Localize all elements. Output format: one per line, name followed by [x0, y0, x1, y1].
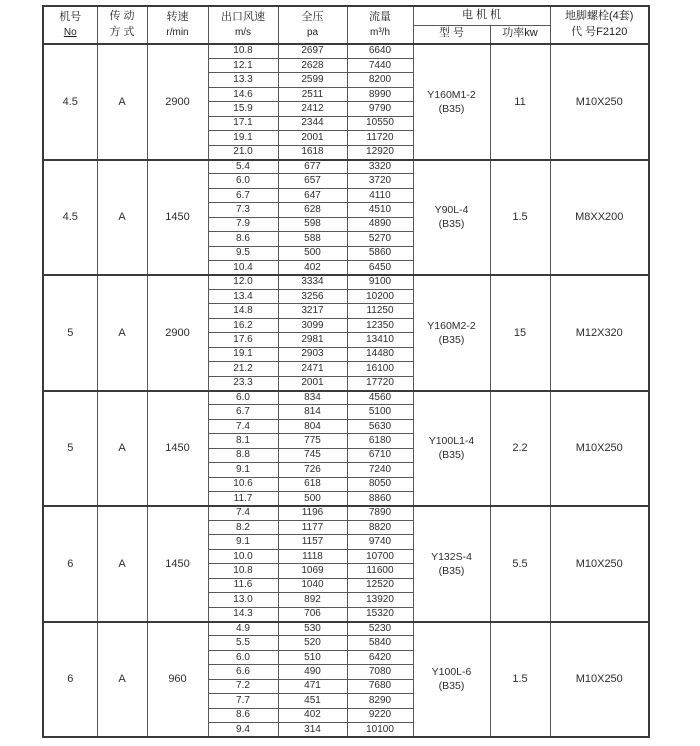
outlet-velocity-cell: 19.1	[208, 347, 278, 361]
motor-frame-text: (B35)	[438, 102, 465, 115]
outlet-velocity-cell: 6.7	[208, 188, 278, 202]
flow-cell: 7240	[347, 463, 413, 477]
pressure-cell: 814	[278, 405, 347, 419]
flow-cell: 12350	[347, 318, 413, 332]
motor-power-cell: 11	[490, 44, 550, 160]
header-anchor-bolt	[550, 6, 649, 44]
outlet-velocity-cell: 15.9	[208, 102, 278, 116]
table-row	[43, 391, 649, 405]
pressure-cell: 657	[278, 174, 347, 188]
flow-cell: 9100	[347, 275, 413, 289]
header-total-pressure-cn: 全压	[301, 10, 324, 23]
motor-model-text: Y100L1-4	[428, 435, 475, 448]
motor-model-text: Y160M2-2	[427, 319, 476, 332]
outlet-velocity-cell: 4.9	[208, 622, 278, 636]
flow-cell: 7440	[347, 58, 413, 72]
outlet-velocity-cell: 13.4	[208, 289, 278, 303]
pressure-cell: 2344	[278, 116, 347, 130]
pressure-cell: 1618	[278, 145, 347, 159]
flow-cell: 5270	[347, 232, 413, 246]
motor-frame-text: (B35)	[438, 449, 465, 462]
table-row	[43, 44, 649, 58]
outlet-velocity-cell: 10.6	[208, 477, 278, 491]
table-row	[43, 506, 649, 520]
motor-frame-text: (B35)	[438, 564, 465, 577]
motor-power-cell: 2.2	[490, 391, 550, 507]
pressure-cell: 892	[278, 593, 347, 607]
drive-mode-cell: A	[97, 44, 147, 160]
outlet-velocity-cell: 10.4	[208, 261, 278, 275]
outlet-velocity-cell: 7.7	[208, 694, 278, 708]
pressure-cell: 588	[278, 232, 347, 246]
outlet-velocity-cell: 21.0	[208, 145, 278, 159]
outlet-velocity-cell: 6.6	[208, 665, 278, 679]
pressure-cell: 314	[278, 723, 347, 737]
motor-power-cell: 1.5	[490, 622, 550, 738]
machine-no-cell: 5	[43, 275, 97, 391]
flow-cell: 11600	[347, 564, 413, 578]
outlet-velocity-cell: 14.6	[208, 87, 278, 101]
outlet-velocity-cell: 16.2	[208, 318, 278, 332]
header-total-pressure	[278, 6, 347, 44]
drive-mode-cell: A	[97, 275, 147, 391]
pressure-cell: 2599	[278, 73, 347, 87]
outlet-velocity-cell: 7.3	[208, 203, 278, 217]
flow-cell: 16100	[347, 362, 413, 376]
outlet-velocity-cell: 11.7	[208, 492, 278, 506]
outlet-velocity-cell: 19.1	[208, 131, 278, 145]
motor-model-text: Y132S-4	[431, 550, 472, 563]
flow-cell: 6180	[347, 434, 413, 448]
motor-power-cell: 1.5	[490, 160, 550, 276]
machine-no-cell: 6	[43, 622, 97, 738]
pressure-cell: 2981	[278, 333, 347, 347]
anchor-bolt-cell: M10X250	[550, 622, 649, 738]
pressure-cell: 618	[278, 477, 347, 491]
pressure-cell: 490	[278, 665, 347, 679]
pressure-cell: 402	[278, 261, 347, 275]
anchor-bolt-cell: M10X250	[550, 44, 649, 160]
outlet-velocity-cell: 7.9	[208, 217, 278, 231]
motor-frame-text: (B35)	[438, 218, 465, 231]
speed-cell: 2900	[147, 44, 208, 160]
outlet-velocity-cell: 6.7	[208, 405, 278, 419]
drive-mode-cell: A	[97, 506, 147, 622]
pressure-cell: 500	[278, 492, 347, 506]
drive-mode-cell: A	[97, 160, 147, 276]
flow-cell: 5860	[347, 246, 413, 260]
flow-cell: 6710	[347, 448, 413, 462]
pressure-cell: 1157	[278, 535, 347, 549]
anchor-bolt-cell: M8XX200	[550, 160, 649, 276]
flow-cell: 17720	[347, 376, 413, 390]
motor-frame-text: (B35)	[438, 333, 465, 346]
pressure-cell: 726	[278, 463, 347, 477]
header-speed	[147, 6, 208, 44]
speed-cell: 960	[147, 622, 208, 738]
header-motor-power: 功率kw	[490, 25, 550, 44]
pressure-cell: 3256	[278, 289, 347, 303]
pressure-cell: 598	[278, 217, 347, 231]
flow-cell: 4110	[347, 188, 413, 202]
machine-no-cell: 6	[43, 506, 97, 622]
outlet-velocity-cell: 9.5	[208, 246, 278, 260]
outlet-velocity-cell: 8.2	[208, 520, 278, 534]
pressure-cell: 1177	[278, 520, 347, 534]
header-flow	[347, 6, 413, 44]
pressure-cell: 1040	[278, 578, 347, 592]
flow-cell: 13920	[347, 593, 413, 607]
flow-cell: 10700	[347, 549, 413, 563]
flow-cell: 14480	[347, 347, 413, 361]
header-outlet-velocity	[208, 6, 278, 44]
header-machine-no	[43, 6, 97, 44]
flow-cell: 13410	[347, 333, 413, 347]
flow-cell: 6420	[347, 650, 413, 664]
outlet-velocity-cell: 6.0	[208, 174, 278, 188]
outlet-velocity-cell: 8.6	[208, 708, 278, 722]
outlet-velocity-cell: 14.3	[208, 607, 278, 621]
outlet-velocity-cell: 7.4	[208, 419, 278, 433]
flow-cell: 7080	[347, 665, 413, 679]
header-total-pressure-unit: pa	[306, 26, 319, 38]
pressure-cell: 2412	[278, 102, 347, 116]
outlet-velocity-cell: 10.0	[208, 549, 278, 563]
flow-cell: 4560	[347, 391, 413, 405]
outlet-velocity-cell: 10.8	[208, 564, 278, 578]
header-drive	[97, 6, 147, 44]
header-motor-group: 电 机 机	[413, 6, 550, 25]
table-header	[43, 6, 649, 44]
pressure-cell: 530	[278, 622, 347, 636]
flow-cell: 15320	[347, 607, 413, 621]
flow-cell: 3720	[347, 174, 413, 188]
pressure-cell: 2628	[278, 58, 347, 72]
header-drive-line2: 方 式	[109, 26, 135, 38]
outlet-velocity-cell: 9.1	[208, 463, 278, 477]
flow-cell: 12920	[347, 145, 413, 159]
outlet-velocity-cell: 9.1	[208, 535, 278, 549]
pressure-cell: 745	[278, 448, 347, 462]
flow-cell: 4510	[347, 203, 413, 217]
flow-cell: 5840	[347, 636, 413, 650]
outlet-velocity-cell: 17.6	[208, 333, 278, 347]
outlet-velocity-cell: 23.3	[208, 376, 278, 390]
pressure-cell: 3334	[278, 275, 347, 289]
outlet-velocity-cell: 9.4	[208, 723, 278, 737]
flow-cell: 7680	[347, 679, 413, 693]
anchor-bolt-cell: M10X250	[550, 506, 649, 622]
flow-cell: 8290	[347, 694, 413, 708]
pressure-cell: 804	[278, 419, 347, 433]
speed-cell: 1450	[147, 391, 208, 507]
pressure-cell: 471	[278, 679, 347, 693]
outlet-velocity-cell: 6.0	[208, 391, 278, 405]
pressure-cell: 2001	[278, 376, 347, 390]
pressure-cell: 1196	[278, 506, 347, 520]
outlet-velocity-cell: 7.4	[208, 506, 278, 520]
motor-model-text: Y100L-6	[431, 666, 472, 679]
pressure-cell: 520	[278, 636, 347, 650]
machine-no-cell: 4.5	[43, 160, 97, 276]
outlet-velocity-cell: 8.6	[208, 232, 278, 246]
header-drive-line1: 传 动	[109, 10, 135, 23]
header-machine-no-cn: 机号	[59, 10, 82, 23]
pressure-cell: 1069	[278, 564, 347, 578]
flow-cell: 9740	[347, 535, 413, 549]
motor-frame-text: (B35)	[438, 680, 465, 693]
machine-no-cell: 4.5	[43, 44, 97, 160]
anchor-bolt-cell: M10X250	[550, 391, 649, 507]
header-motor-model: 型 号	[413, 25, 490, 44]
outlet-velocity-cell: 5.5	[208, 636, 278, 650]
outlet-velocity-cell: 21.2	[208, 362, 278, 376]
flow-cell: 5230	[347, 622, 413, 636]
motor-model-text: Y90L-4	[434, 204, 469, 217]
flow-cell: 3320	[347, 160, 413, 174]
motor-model-cell	[413, 622, 490, 738]
flow-cell: 8050	[347, 477, 413, 491]
pressure-cell: 706	[278, 607, 347, 621]
outlet-velocity-cell: 13.3	[208, 73, 278, 87]
pressure-cell: 2697	[278, 44, 347, 58]
pressure-cell: 510	[278, 650, 347, 664]
motor-model-text: Y160M1-2	[427, 88, 476, 101]
flow-cell: 6640	[347, 44, 413, 58]
pressure-cell: 834	[278, 391, 347, 405]
motor-power-cell: 5.5	[490, 506, 550, 622]
outlet-velocity-cell: 12.0	[208, 275, 278, 289]
pressure-cell: 647	[278, 188, 347, 202]
outlet-velocity-cell: 6.0	[208, 650, 278, 664]
motor-model-cell	[413, 391, 490, 507]
outlet-velocity-cell: 8.1	[208, 434, 278, 448]
pressure-cell: 2511	[278, 87, 347, 101]
header-flow-unit: m³/h	[370, 26, 390, 38]
pressure-cell: 451	[278, 694, 347, 708]
header-anchor-bolt-line1: 地脚螺栓(4套)	[565, 10, 634, 23]
drive-mode-cell: A	[97, 622, 147, 738]
flow-cell: 8820	[347, 520, 413, 534]
drive-mode-cell: A	[97, 391, 147, 507]
outlet-velocity-cell: 13.0	[208, 593, 278, 607]
pressure-cell: 3099	[278, 318, 347, 332]
outlet-velocity-cell: 17.1	[208, 116, 278, 130]
pressure-cell: 2471	[278, 362, 347, 376]
flow-cell: 5100	[347, 405, 413, 419]
flow-cell: 8990	[347, 87, 413, 101]
pressure-cell: 402	[278, 708, 347, 722]
motor-model-cell	[413, 160, 490, 276]
flow-cell: 5630	[347, 419, 413, 433]
fan-spec-table	[42, 5, 650, 738]
header-outlet-velocity-cn: 出口风速	[221, 10, 265, 23]
outlet-velocity-cell: 11.6	[208, 578, 278, 592]
flow-cell: 4890	[347, 217, 413, 231]
flow-cell: 7890	[347, 506, 413, 520]
speed-cell: 2900	[147, 275, 208, 391]
pressure-cell: 3217	[278, 304, 347, 318]
header-speed-cn: 转速	[166, 10, 189, 23]
header-anchor-bolt-line2: 代 号F2120	[571, 26, 628, 38]
motor-power-cell: 15	[490, 275, 550, 391]
table-row	[43, 622, 649, 636]
outlet-velocity-cell: 5.4	[208, 160, 278, 174]
flow-cell: 12520	[347, 578, 413, 592]
header-flow-cn: 流量	[369, 10, 391, 23]
pressure-cell: 2001	[278, 131, 347, 145]
table-row	[43, 275, 649, 289]
table-row	[43, 160, 649, 174]
pressure-cell: 628	[278, 203, 347, 217]
flow-cell: 9220	[347, 708, 413, 722]
pressure-cell: 2903	[278, 347, 347, 361]
pressure-cell: 1118	[278, 549, 347, 563]
flow-cell: 6450	[347, 261, 413, 275]
anchor-bolt-cell: M12X320	[550, 275, 649, 391]
header-machine-no-en: No	[63, 26, 77, 38]
pressure-cell: 677	[278, 160, 347, 174]
motor-model-cell	[413, 506, 490, 622]
flow-cell: 10200	[347, 289, 413, 303]
flow-cell: 11720	[347, 131, 413, 145]
machine-no-cell: 5	[43, 391, 97, 507]
outlet-velocity-cell: 8.8	[208, 448, 278, 462]
header-speed-unit: r/min	[166, 26, 189, 38]
header-outlet-velocity-unit: m/s	[234, 26, 252, 38]
flow-cell: 8200	[347, 73, 413, 87]
flow-cell: 9790	[347, 102, 413, 116]
motor-model-cell	[413, 44, 490, 160]
outlet-velocity-cell: 7.2	[208, 679, 278, 693]
flow-cell: 8860	[347, 492, 413, 506]
flow-cell: 11250	[347, 304, 413, 318]
pressure-cell: 775	[278, 434, 347, 448]
speed-cell: 1450	[147, 506, 208, 622]
outlet-velocity-cell: 12.1	[208, 58, 278, 72]
motor-model-cell	[413, 275, 490, 391]
speed-cell: 1450	[147, 160, 208, 276]
table-body	[43, 44, 649, 737]
flow-cell: 10100	[347, 723, 413, 737]
outlet-velocity-cell: 14.8	[208, 304, 278, 318]
outlet-velocity-cell: 10.8	[208, 44, 278, 58]
pressure-cell: 500	[278, 246, 347, 260]
flow-cell: 10550	[347, 116, 413, 130]
